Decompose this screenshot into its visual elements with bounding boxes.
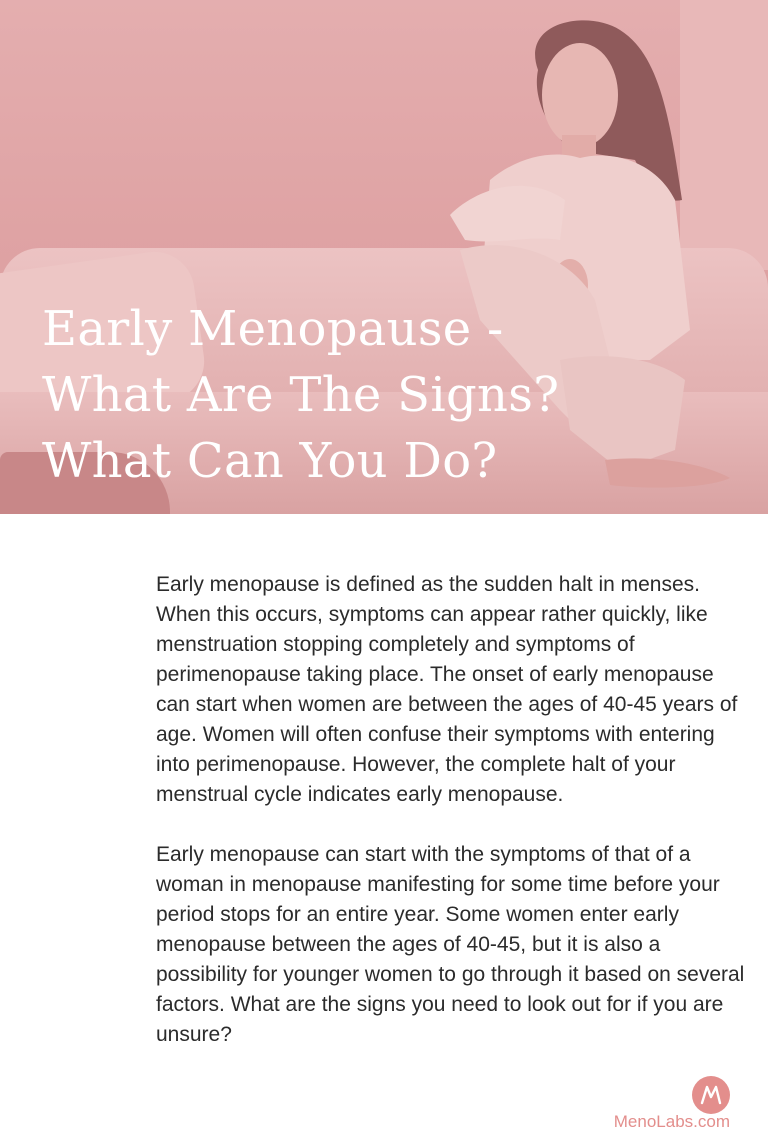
article-paragraph-1: Early menopause is defined as the sudden halt in menses. When this occurs, symptoms can appear rather quickly, like menstruation stopping completely and symptoms of perimenopause taking place. The onset of early menopause can start when women are between the ages of 40-45 years of age. Women will often confuse their symptoms with entering into perimenopause. However, the complete halt of your menstrual cycle indicates early menopause.: [156, 573, 738, 806]
logo-m-glyph: [698, 1082, 724, 1108]
title-line-3: What Can You Do?: [42, 433, 498, 489]
article-body: [156, 570, 746, 1080]
article-paragraph-2: Early menopause can start with the symptoms of that of a woman in menopause manifesting for some time before your period stops for an entire year. Some women enter early menopause between the ages of 40-45, but it is also a possibility for younger women to go through it based on several factors. What are the signs you need to look out for if you are unsure?: [156, 843, 745, 1046]
page-title: [42, 296, 682, 494]
title-line-1: Early Menopause -: [42, 301, 504, 357]
menolabs-logo-icon: [692, 1076, 730, 1114]
footer-site-name[interactable]: MenoLabs.com: [613, 1112, 730, 1131]
title-line-2: What Are The Signs?: [42, 367, 560, 423]
hero-banner: [0, 0, 768, 514]
